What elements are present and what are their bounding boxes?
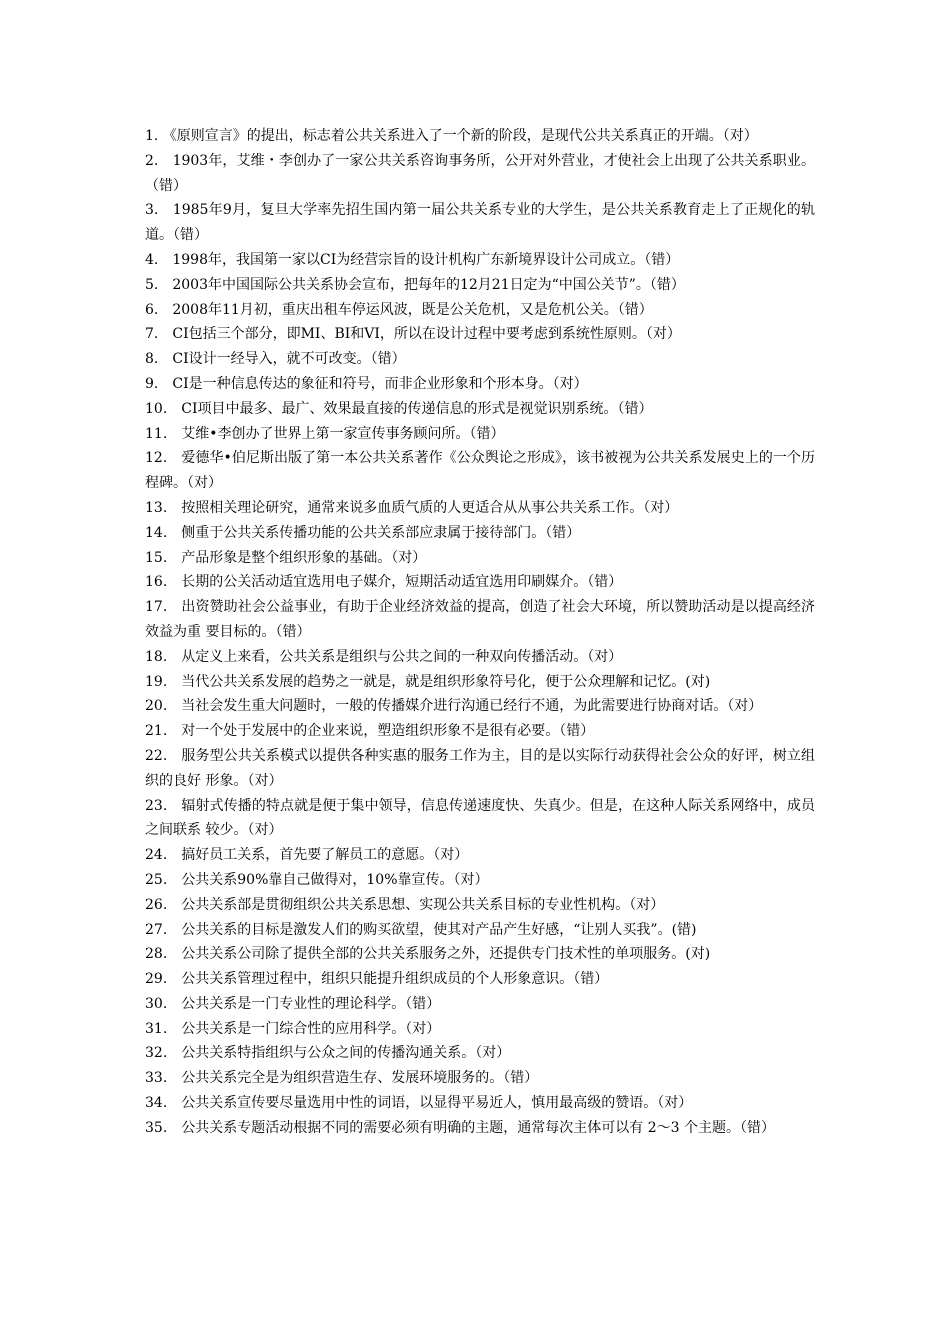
list-item: 23. 辐射式传播的特点就是便于集中领导，信息传递速度快、失真少。但是，在这种人际关系网络中，成员之间联系 较少。（对） xyxy=(145,797,815,839)
list-item: 1. 《原则宣言》的提出，标志着公共关系进入了一个新的阶段，是现代公共关系真正的开端。（对） xyxy=(145,128,758,144)
list-item: 27. 公共关系的目标是激发人们的购买欲望，使其对产品产生好感，“让别人买我”。(错) xyxy=(145,921,697,938)
list-item: 9. CI是一种信息传达的象征和符号，而非企业形象和个形本身。（对） xyxy=(145,375,588,392)
list-item: 30. 公共关系是一门专业性的理论科学。（错） xyxy=(145,995,441,1012)
list-item: 2. 1903年，艾维・李创办了一家公共关系咨询事务所，公开对外营业，才使社会上出现了公共关系职业。（错） xyxy=(145,152,815,194)
list-item: 32. 公共关系特指组织与公众之间的传播沟通关系。（对） xyxy=(145,1045,511,1062)
list-item: 35. 公共关系专题活动根据不同的需要必须有明确的主题，通常每次主体可以有 2～3 个主题。（错） xyxy=(145,1119,775,1136)
list-item: 31. 公共关系是一门综合性的应用科学。（对） xyxy=(145,1020,441,1037)
list-item: 12. 爱德华•伯尼斯出版了第一本公共关系著作《公众舆论之形成》，该书被视为公共关系发展史上的一个历程碑。（对） xyxy=(145,450,815,492)
list-item: 21. 对一个处于发展中的企业来说，塑造组织形象不是很有必要。（错） xyxy=(145,723,595,740)
list-item: 19. 当代公共关系发展的趋势之一就是，就是组织形象符号化，便于公众理解和记忆。(对) xyxy=(145,673,711,690)
list-item: 13. 按照相关理论研究，通常来说多血质气质的人更适合从从事公共关系工作。（对） xyxy=(145,499,679,516)
list-item: 25. 公共关系90%靠自己做得对，10%靠宣传。（对） xyxy=(145,871,489,888)
list-item: 18. 从定义上来看，公共关系是组织与公共之间的一种双向传播活动。（对） xyxy=(145,648,623,665)
list-item: 6. 2008年11月初，重庆出租车停运风波，既是公关危机，又是危机公关。（错） xyxy=(145,301,653,318)
list-item: 15. 产品形象是整个组织形象的基础。（对） xyxy=(145,549,427,566)
list-item: 28. 公共关系公司除了提供全部的公共关系服务之外，还提供专门技术性的单项服务。(对) xyxy=(145,946,711,963)
list-item: 33. 公共关系完全是为组织营造生存、发展环境服务的。（错） xyxy=(145,1070,539,1087)
list-item: 5. 2003年中国国际公共关系协会宣布，把每年的12月21日定为“中国公关节”。（错） xyxy=(145,276,685,293)
list-item: 3. 1985年9月，复旦大学率先招生国内第一届公共关系专业的大学生，是公共关系教育走上了正规化的轨道。（错） xyxy=(145,202,815,244)
list-item: 10. CI项目中最多、最广、效果最直接的传递信息的形式是视觉识别系统。（错） xyxy=(145,400,653,417)
list-item: 7. CI包括三个部分，即MI、BI和VI，所以在设计过程中要考虑到系统性原则。（对） xyxy=(145,326,681,343)
list-item: 4. 1998年，我国第一家以CI为经营宗旨的设计机构广东新境界设计公司成立。（错） xyxy=(145,251,680,268)
true-false-question-list xyxy=(145,124,815,1141)
list-item: 14. 侧重于公共关系传播功能的公共关系部应隶属于接待部门。（错） xyxy=(145,524,581,541)
list-item: 8. CI设计一经导入，就不可改变。（错） xyxy=(145,351,406,368)
list-item: 26. 公共关系部是贯彻组织公共关系思想、实现公共关系目标的专业性机构。（对） xyxy=(145,896,665,913)
list-item: 20. 当社会发生重大问题时，一般的传播媒介进行沟通已经行不通，为此需要进行协商对话。（对） xyxy=(145,698,763,715)
list-item: 11. 艾维•李创办了世界上第一家宣传事务顾问所。（错） xyxy=(145,425,505,442)
list-item: 16. 长期的公关活动适宜选用电子媒介，短期活动适宜选用印刷媒介。（错） xyxy=(145,574,623,591)
list-item: 29. 公共关系管理过程中，组织只能提升组织成员的个人形象意识。（错） xyxy=(145,971,609,988)
list-item: 22. 服务型公共关系模式以提供各种实惠的服务工作为主，目的是以实际行动获得社会公众的好评，树立组织的良好 形象。（对） xyxy=(145,747,815,789)
list-item: 17. 出资赞助社会公益事业，有助于企业经济效益的提高，创造了社会大环境，所以赞助活动是以提高经济效益为重 要目标的。（错） xyxy=(145,599,815,640)
list-item: 24. 搞好员工关系，首先要了解员工的意愿。（对） xyxy=(145,847,469,864)
list-item: 34. 公共关系宣传要尽量选用中性的词语，以显得平易近人，慎用最高级的赞语。（对） xyxy=(145,1095,693,1112)
